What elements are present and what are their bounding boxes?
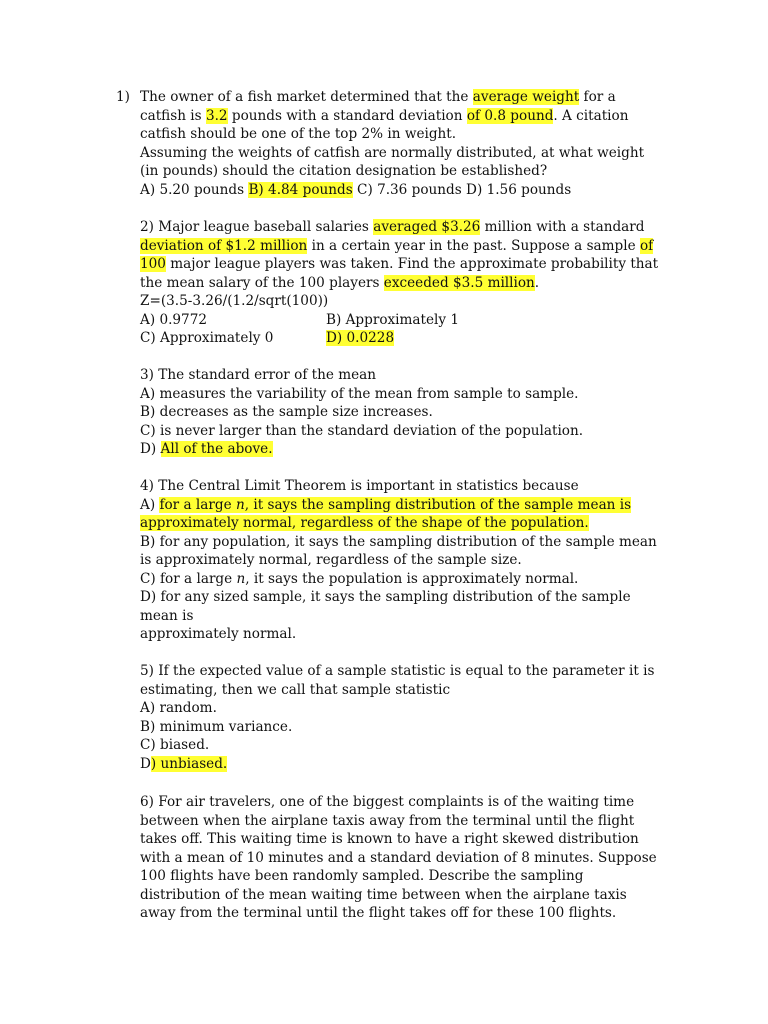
q2-option-b: B) Approximately 1 <box>326 311 460 328</box>
q5-option-a: A) random. <box>140 700 217 716</box>
highlight: average weight <box>472 89 580 105</box>
q4-option-a-cont <box>140 514 700 533</box>
q2-formula: Z=(3.5-3.26/(1.2/sqrt(100)) <box>140 293 329 309</box>
q1-number: 1) <box>116 89 130 105</box>
q2-options-row-1 <box>140 311 700 330</box>
q4-option-d: D) for any sized sample, it says the sampling distribution of the sample <box>140 589 631 605</box>
q1-options: A) 5.20 pounds B) 4.84 pounds C) 7.36 pounds D) 1.56 pounds <box>140 181 572 198</box>
q6-line-1: 6) For air travelers, one of the biggest complaints is of the waiting time <box>140 794 635 810</box>
q4-option-b-cont: is approximately normal, regardless of the sample size. <box>140 552 522 568</box>
question-5 <box>140 662 700 773</box>
q1-line-4: Assuming the weights of catfish are normally distributed, at what weight <box>140 144 645 161</box>
question-4 <box>140 477 700 644</box>
q1-line-1: 1) The owner of a fish market determined that the average weight for a <box>116 89 616 105</box>
q4-option-d-cont: mean is <box>140 607 194 624</box>
question-3 <box>140 366 700 459</box>
q2-options-row-2 <box>140 329 700 348</box>
q6-line-3: takes off. This waiting time is known to have a right skewed distribution <box>140 831 639 847</box>
highlight: of <box>639 237 654 254</box>
q3-option-c: C) is never larger than the standard deviation of the population. <box>140 422 584 439</box>
highlight: deviation of $1.2 million <box>140 237 308 254</box>
q4-line-1: 4) The Central Limit Theorem is important in statistics because <box>140 478 579 494</box>
q3-option-b: B) decreases as the sample size increases. <box>140 404 433 420</box>
q6-line-6: distribution of the mean waiting time between when the airplane taxis <box>140 886 627 903</box>
highlight: of 0.8 pound <box>466 107 554 124</box>
q4-option-c: C) for a large n, it says the population is approximately normal. <box>140 570 579 587</box>
highlighted-answer: B) 4.84 pounds <box>248 181 353 198</box>
q4-option-b: B) for any population, it says the sampling distribution of the sample mean <box>140 533 657 550</box>
q2-line-4: the mean salary of the 100 players exceeded $3.5 million. <box>140 274 540 291</box>
q4-option-d-cont2: approximately normal. <box>140 626 297 642</box>
q6-line-2: between when the airplane taxis away from the terminal until the flight <box>140 812 635 829</box>
highlighted-answer: approximately normal, regardless of the shape of the population. <box>140 515 589 531</box>
q2-line-3: 100 major league players was taken. Find the approximate probability that <box>140 256 659 272</box>
highlight: exceeded $3.5 million <box>383 274 535 291</box>
q3-option-a: A) measures the variability of the mean from sample to sample. <box>140 385 579 402</box>
highlighted-answer: ) unbiased. <box>150 755 228 772</box>
q6-line-7: away from the terminal until the flight takes off for these 100 flights. <box>140 905 617 921</box>
question-1 <box>116 88 700 199</box>
q3-line-1: 3) The standard error of the mean <box>140 367 377 383</box>
q2-line-2: deviation of $1.2 million in a certain year in the past. Suppose a sample of <box>140 237 654 254</box>
q5-line-1: 5) If the expected value of a sample statistic is equal to the parameter it is <box>140 663 655 679</box>
q5-option-d: D) unbiased. <box>140 755 228 772</box>
highlight: 3.2 <box>205 107 228 124</box>
q1-line-5: (in pounds) should the citation designation be established? <box>140 163 548 179</box>
q6-line-5: 100 flights have been randomly sampled. Describe the sampling <box>140 868 584 884</box>
q5-option-b: B) minimum variance. <box>140 718 293 735</box>
q5-line-2: estimating, then we call that sample statistic <box>140 681 451 698</box>
highlight: 100 <box>140 256 166 272</box>
highlighted-answer: D) 0.0228 <box>326 330 395 346</box>
question-2 <box>140 218 700 348</box>
q3-option-d: D) All of the above. <box>140 441 273 457</box>
question-6 <box>140 793 700 923</box>
highlighted-answer: for a large n, it says the sampling distribution of the sample mean is <box>159 496 632 513</box>
q2-option-c: C) Approximately 0 <box>140 330 274 346</box>
q2-option-a: A) 0.9772 <box>140 311 208 328</box>
highlight: averaged $3.26 <box>373 219 481 235</box>
q6-line-4: with a mean of 10 minutes and a standard deviation of 8 minutes. Suppose <box>140 849 657 866</box>
q5-option-c: C) biased. <box>140 737 210 753</box>
q1-line-2: catfish is 3.2 pounds with a standard deviation of 0.8 pound. A citation <box>140 107 629 124</box>
highlighted-answer: All of the above. <box>160 441 273 457</box>
q4-option-a: A) for a large n, it says the sampling distribution of the sample mean is <box>140 496 632 513</box>
q2-line-1: 2) Major league baseball salaries averaged $3.26 million with a standard <box>140 219 645 235</box>
q1-line-3: catfish should be one of the top 2% in weight. <box>140 126 457 142</box>
